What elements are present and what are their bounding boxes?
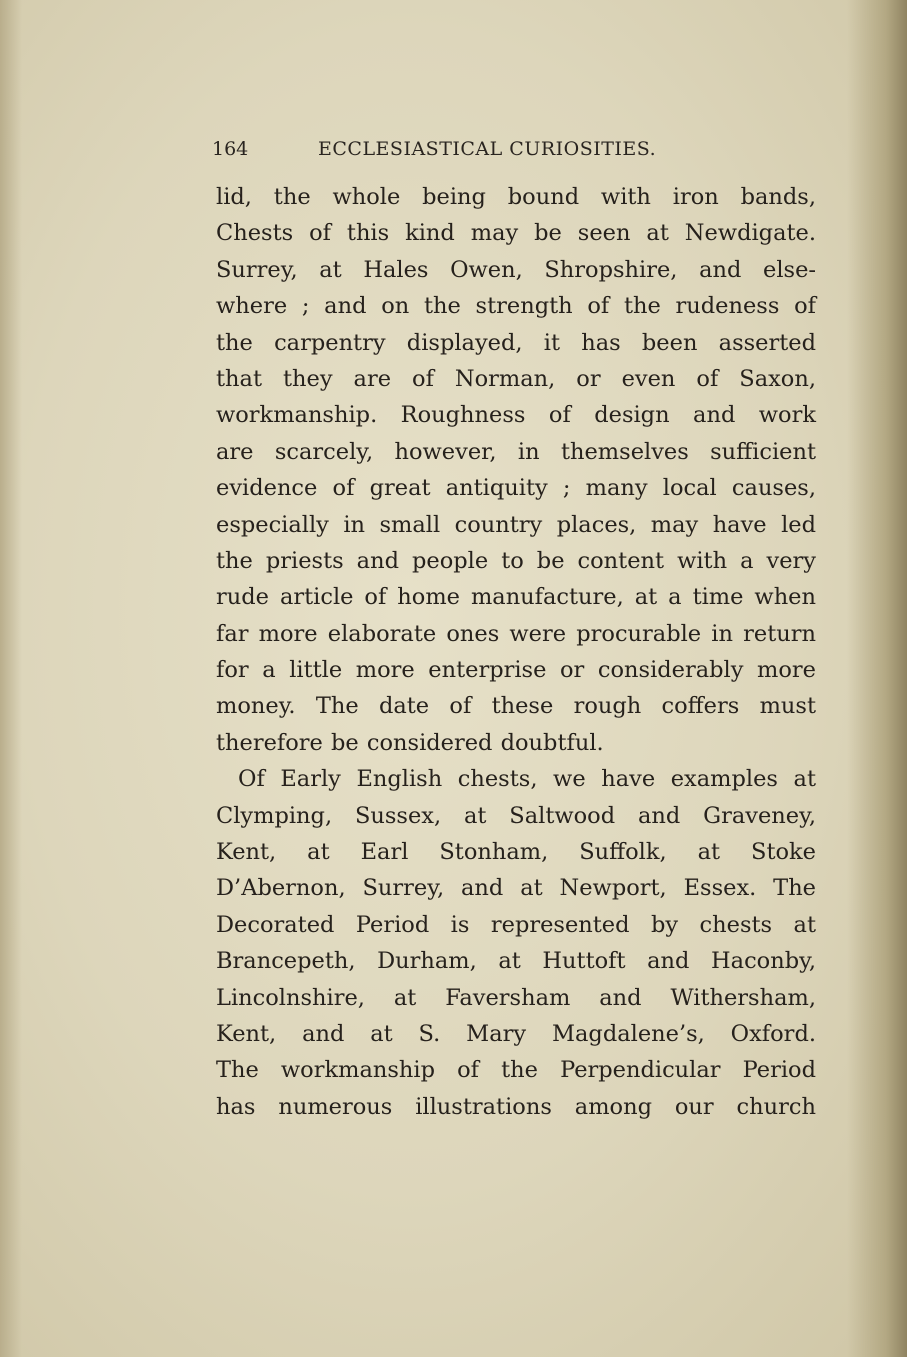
text-line: that they are of Norman, or even of Saxon, [216,365,816,392]
page-number: 164 [212,138,249,160]
text-line: The workmanship of the Perpendicular Period [216,1057,816,1084]
text-line: Clymping, Sussex, at Saltwood and Graveney, [216,802,816,829]
text-line: Surrey, at Hales Owen, Shropshire, and else- [216,256,816,283]
text-line: Kent, and at S. Mary Magdalene’s, Oxford. [216,1020,816,1047]
text-line: Chests of this kind may be seen at Newdigate. [216,220,816,247]
text-line: evidence of great antiquity ; many local causes, [216,475,816,502]
running-title: ECCLESIASTICAL CURIOSITIES. [318,138,657,160]
text-line: the carpentry displayed, it has been asserted [216,329,816,356]
body-text [216,179,816,1125]
text-line: Of Early English chests, we have examples at [238,766,816,793]
text-line: has numerous illustrations among our church [216,1093,816,1120]
text-line: money. The date of these rough coffers must [216,693,816,720]
text-line: are scarcely, however, in themselves sufficient [216,438,816,465]
text-line: Kent, at Earl Stonham, Suffolk, at Stoke [216,839,816,866]
text-line: therefore be considered doubtful. [216,729,604,756]
page-header [212,134,712,168]
text-line: the priests and people to be content with a very [216,547,816,574]
text-line: Brancepeth, Durham, at Huttoft and Haconby, [216,948,816,975]
text-line: rude article of home manufacture, at a time when [216,584,816,611]
text-line: where ; and on the strength of the rudeness of [216,293,816,320]
text-line: lid, the whole being bound with iron bands, [216,184,816,210]
text-line: workmanship. Roughness of design and work [216,402,816,429]
text-line: Lincolnshire, at Faversham and Withersham, [216,984,816,1011]
text-line: for a little more enterprise or considerably more [216,657,816,684]
text-line: especially in small country places, may have led [216,511,816,538]
text-line: D’Abernon, Surrey, and at Newport, Essex. The [216,875,816,902]
text-line: Decorated Period is represented by chests at [216,911,816,938]
text-line: far more elaborate ones were procurable in return [216,620,816,647]
